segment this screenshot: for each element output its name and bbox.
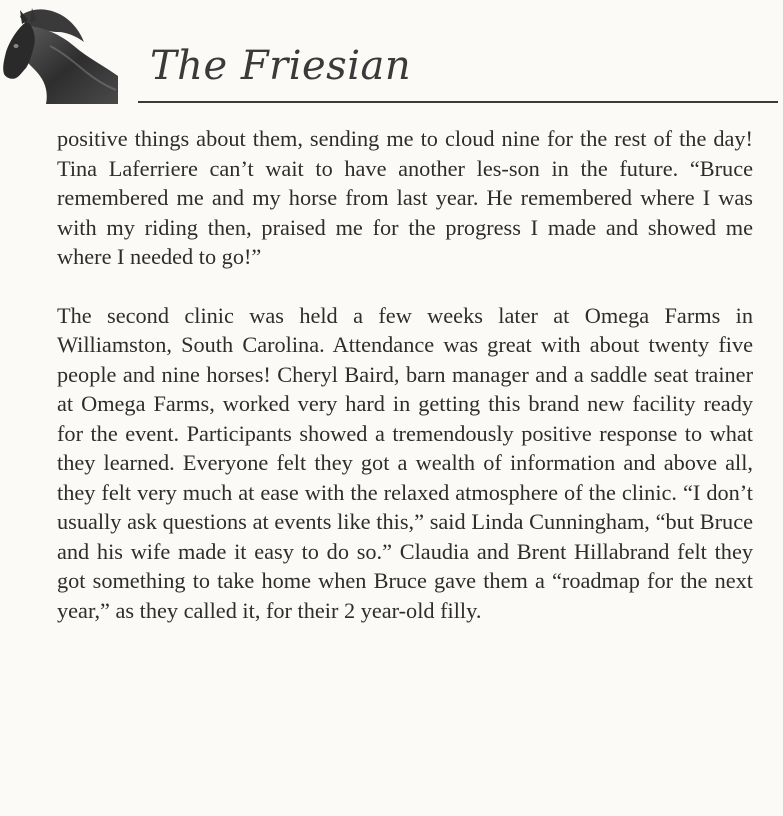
article-body — [57, 124, 753, 625]
article-paragraph-1: positive things about them, sending me to cloud nine for the rest of the day! Tina Laferriere can’t wait to have another les-son in the future. “Bruce remembered me and my horse from last year. He remembered where I was with my riding then, praised me for the progress I made and showed me where I needed to go!” — [57, 126, 753, 269]
horse-head-icon — [0, 6, 120, 104]
article-paragraph-2: The second clinic was held a few weeks later at Omega Farms in Williamston, South Carolina. Attendance was great with about twenty five people and nine horses! Cheryl Baird, barn manager and a saddle seat trainer at Omega Farms, worked very hard in getting this brand new facility ready for the event. Participants showed a tremendously positive response to what they learned. Everyone felt they got a wealth of information and above all, they felt very much at ease with the relaxed atmosphere of the clinic. “I don’t usually ask questions at events like this,” said Linda Cunningham, “but Bruce and his wife made it easy to do so.” Claudia and Brent Hillabrand felt they got something to take home when Bruce gave them a “roadmap for the next year,” as they called it, for their 2 year-old filly. — [57, 302, 753, 623]
masthead — [0, 0, 783, 112]
header-rule — [138, 101, 778, 103]
masthead-title: The Friesian — [150, 43, 412, 89]
